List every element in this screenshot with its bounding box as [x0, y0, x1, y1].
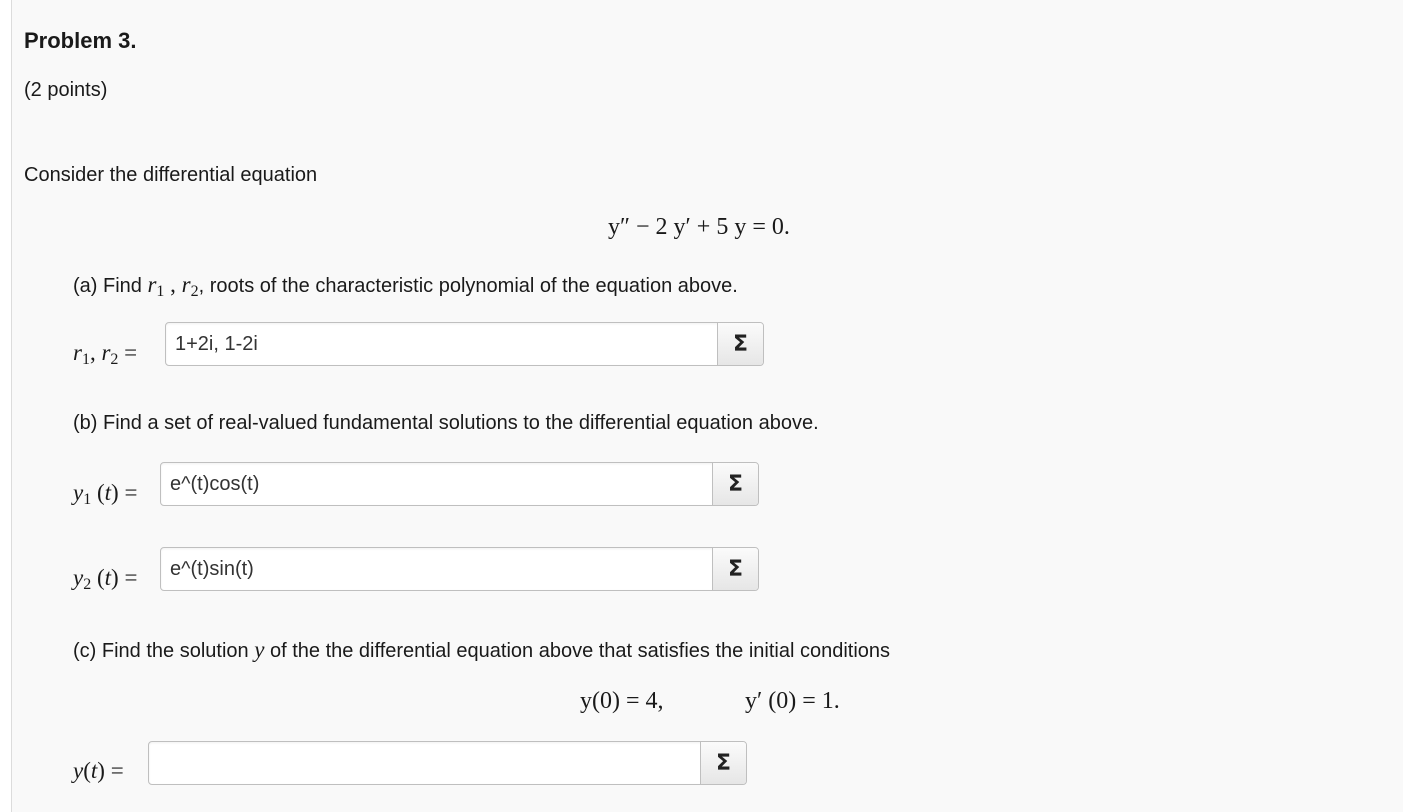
part-a-prompt-pre: (a) Find: [73, 275, 148, 297]
part-c-prompt-var: y: [254, 637, 265, 662]
part-c-prompt-post: of the the differential equation above that satisfies the initial conditions: [264, 640, 891, 662]
part-b-y2-label: $y_2$ (t) =: [73, 565, 138, 593]
y2-input[interactable]: [161, 548, 712, 590]
part-b-y2-field: [160, 547, 759, 591]
problem-title: Problem 3.: [24, 28, 137, 53]
roots-input[interactable]: [166, 323, 717, 365]
part-b-y1-field: [160, 462, 759, 506]
equation-editor-button[interactable]: Σ: [712, 548, 758, 590]
part-c-label: y(t) =: [73, 758, 124, 783]
differential-equation: y″ − 2 y′ + 5 y = 0.: [608, 214, 790, 240]
part-a-answer-field: [165, 322, 764, 366]
part-a-prompt-post: , roots of the characteristic polynomial of the equation above.: [198, 275, 738, 297]
initial-condition-2: y′ (0) = 1.: [745, 688, 840, 714]
part-a-label: $r_1$, $r_2$ =: [73, 340, 138, 368]
part-c-prompt-pre: (c) Find the solution: [73, 640, 255, 662]
part-c-answer-field: [148, 741, 747, 785]
equation-editor-button[interactable]: Σ: [717, 323, 763, 365]
solution-input[interactable]: [149, 742, 700, 784]
equation-editor-button[interactable]: Σ: [712, 463, 758, 505]
problem-intro: Consider the differential equation: [24, 164, 318, 186]
equation-editor-button[interactable]: Σ: [700, 742, 746, 784]
part-b-y1-label: $y_1$ (t) =: [73, 480, 138, 508]
initial-condition-1: y(0) = 4,: [580, 688, 664, 714]
part-b-prompt: (b) Find a set of real-valued fundamental solutions to the differential equation above.: [73, 412, 819, 434]
problem-points: (2 points): [24, 79, 108, 101]
part-a-roots-symbol: $r_1$ , $r_2$: [147, 272, 199, 300]
part-a-prompt: [73, 272, 738, 298]
y1-input[interactable]: [161, 463, 712, 505]
problem-panel: [11, 0, 1403, 812]
part-c-prompt: [73, 637, 890, 663]
